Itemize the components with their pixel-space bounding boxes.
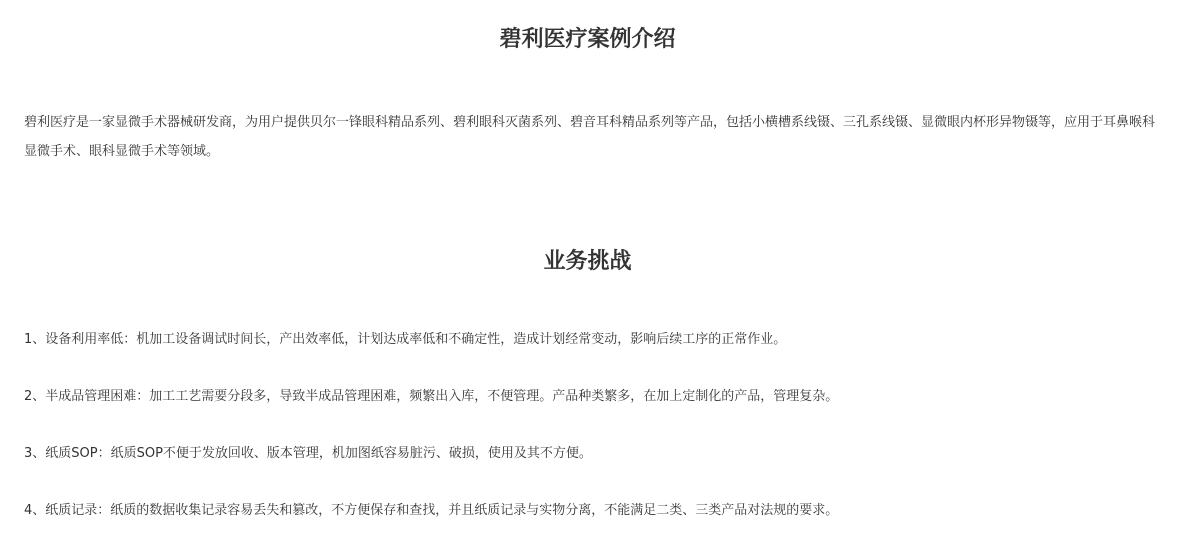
challenge-item-equipment-utilization: 1、设备利用率低：机加工设备调试时间长，产出效率低，计划达成率低和不确定性，造成计划经常变动，影响后续工序的正常作业。: [24, 332, 787, 347]
challenges-list: [24, 325, 1159, 553]
challenge-item-paper-records: 4、纸质记录：纸质的数据收集记录容易丢失和篡改，不方便保存和查找，并且纸质记录与实物分离，不能满足二类、三类产品对法规的要求。: [24, 503, 839, 518]
intro-title: 碧利医疗案例介绍: [499, 27, 676, 52]
challenges-title: 业务挑战: [543, 249, 632, 274]
challenge-item-semi-finished-management: 2、半成品管理困难：加工工艺需要分段多，导致半成品管理困难，频繁出入库，不便管理。产品种类繁多，在加上定制化的产品，管理复杂。: [24, 389, 839, 404]
intro-paragraph: 碧利医疗是一家显微手术器械研发商，为用户提供贝尔一锋眼科精品系列、碧利眼科灭菌系列、碧音耳科精品系列等产品，包括小横槽系线镊、三孔系线镊、显微眼内杯形异物镊等，应用于耳鼻喉科显微手术、眼科显微手术等领域。: [24, 115, 1156, 159]
challenge-item-paper-sop: 3、纸质SOP：纸质SOP不便于发放回收、版本管理，机加图纸容易脏污、破损，使用及其不方便。: [24, 446, 592, 461]
